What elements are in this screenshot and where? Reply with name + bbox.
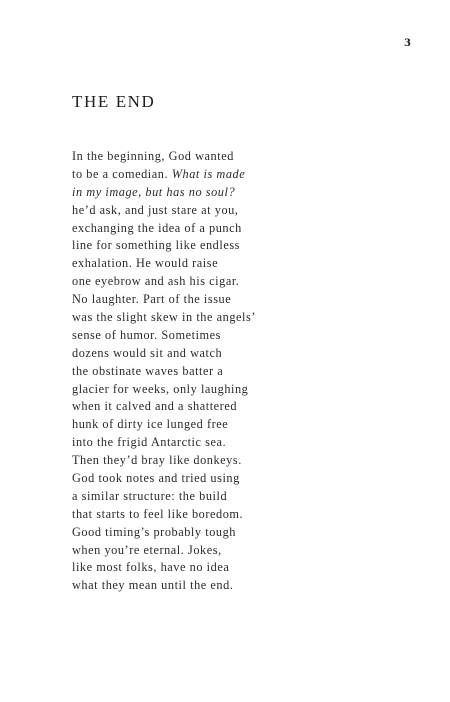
poem-text: was the slight skew in the angels’ [72, 310, 256, 325]
poem-line [72, 291, 256, 309]
poem-title: THE END [72, 92, 156, 111]
poem-text: line for something like endless [72, 238, 240, 253]
poem-text: Then they’d bray like donkeys. [72, 453, 242, 468]
poem-text: sense of humor. Sometimes [72, 327, 222, 342]
poem-body [72, 148, 256, 595]
poem-line [72, 416, 256, 434]
poem-line [72, 434, 256, 452]
poem-line [72, 220, 256, 238]
poem-text: a similar structure: the build [72, 488, 228, 503]
poem-text: glacier for weeks, only laughing [72, 381, 249, 396]
poem-line [72, 381, 256, 399]
poem-text: No laughter. Part of the issue [72, 292, 232, 307]
poem-line [72, 184, 256, 202]
poem-text: exchanging the idea of a punch [72, 220, 242, 235]
poem-text: God took notes and tried using [72, 471, 240, 486]
poem-line [72, 309, 256, 327]
poem-line [72, 398, 256, 416]
poem-line [72, 363, 256, 381]
poem-line [72, 488, 256, 506]
poem-italic-text: in my image, but has no soul? [72, 184, 236, 199]
poem-text: he’d ask, and just stare at you, [72, 202, 239, 217]
poem-italic-text: What is made [171, 166, 246, 181]
poem-text: one eyebrow and ash his cigar. [72, 274, 240, 289]
poem-line [72, 327, 256, 345]
page-number: 3 [404, 38, 411, 49]
poem-text: In the beginning, God wanted [72, 149, 234, 163]
poem-line [72, 506, 256, 524]
poem-line [72, 559, 256, 577]
poem-text: the obstinate waves batter a [72, 363, 224, 378]
poem-line [72, 237, 256, 255]
poem-line [72, 452, 256, 470]
poem-text: exhalation. He would raise [72, 256, 219, 271]
poem-line [72, 148, 256, 166]
poem-text: Good timing’s probably tough [72, 524, 236, 539]
poem-text: to be a comedian. [72, 166, 172, 181]
poem-line [72, 345, 256, 363]
poem-text: when it calved and a shattered [72, 399, 238, 414]
poem-text: when you’re eternal. Jokes, [72, 542, 222, 557]
poem-text: dozens would sit and watch [72, 345, 223, 360]
poem-text: into the frigid Antarctic sea. [72, 435, 227, 450]
poem-line [72, 255, 256, 273]
poem-line [72, 577, 256, 595]
poem-text: that starts to feel like boredom. [72, 506, 244, 521]
poem-line [72, 470, 256, 488]
poem-line [72, 273, 256, 291]
poem-line [72, 524, 256, 542]
poem-line [72, 542, 256, 560]
poem-line [72, 166, 256, 184]
poem-line [72, 202, 256, 220]
poem-text: what they mean until the end. [72, 578, 234, 593]
poem-text: hunk of dirty ice lunged free [72, 417, 229, 432]
poem-text: like most folks, have no idea [72, 560, 230, 575]
